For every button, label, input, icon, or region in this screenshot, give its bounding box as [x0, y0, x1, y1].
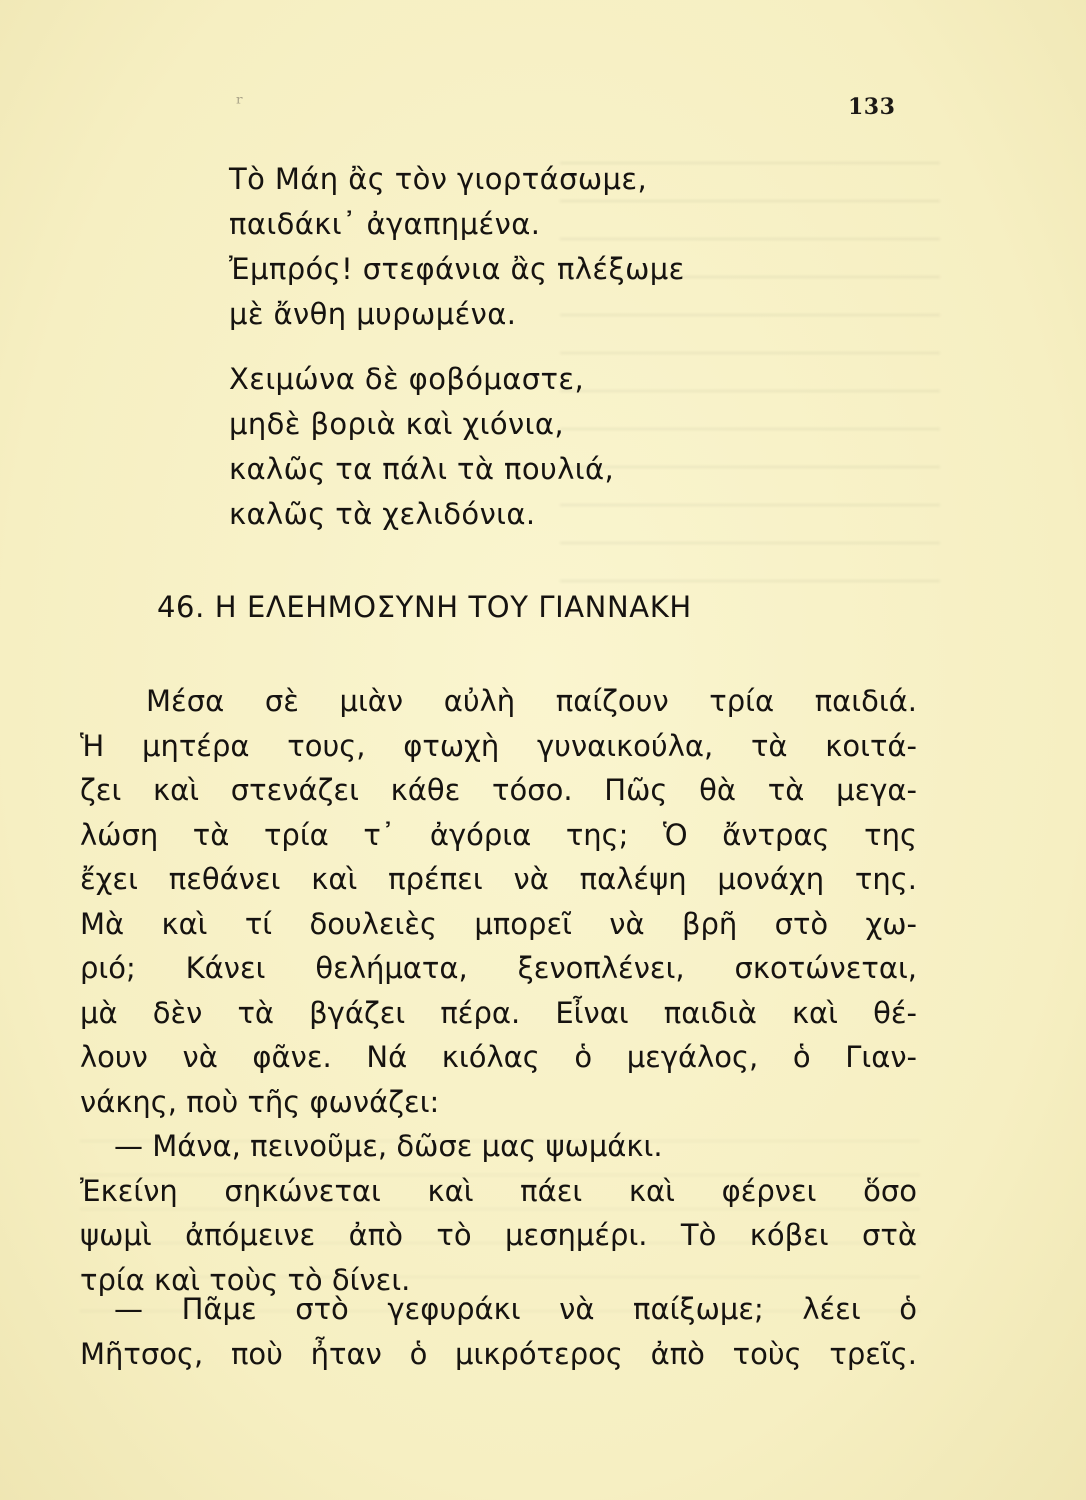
prose-line: Ἡ μητέρα τους, φτωχὴ γυναικούλα, τὰ κοιτά-: [80, 728, 917, 763]
prose-line: λώση τὰ τρία τ᾽ ἀγόρια της; Ὁ ἄντρας της: [80, 817, 917, 852]
poem-line: μὲ ἄνθη μυρωμένα.: [229, 297, 517, 331]
prose-line: τρία καὶ τοὺς τὸ δίνει.: [80, 1262, 411, 1297]
prose-line: Μὰ καὶ τί δουλειὲς μπορεῖ νὰ βρῆ στὸ χω-: [80, 906, 917, 941]
poem-stanza: [229, 357, 614, 537]
dialogue-line: — Πᾶμε στὸ γεφυράκι νὰ παίξωμε; λέει ὁ: [114, 1292, 917, 1326]
poem-line: Τὸ Μάη ἂς τὸν γιορτάσωμε,: [229, 162, 648, 196]
prose-line: Μῆτσος, ποὺ ἦταν ὁ μικρότερος ἀπὸ τοὺς τρεῖς.: [80, 1336, 917, 1371]
prose-paragraph: [80, 1287, 917, 1376]
page-corner-mark: ʳ: [236, 92, 244, 117]
prose-line: νάκης, ποὺ τῆς φωνάζει:: [80, 1084, 440, 1119]
section-heading: 46. Η ΕΛΕΗΜΟΣΥΝΗ ΤΟΥ ΓΙΑΝΝΑΚΗ: [157, 590, 692, 624]
prose-line: ριό; Κάνει θελήματα, ξενοπλένει, σκοτώνεται,: [80, 951, 917, 985]
poem-line: καλῶς τὰ χελιδόνια.: [229, 497, 536, 531]
poem-line: καλῶς τα πάλι τὰ πουλιά,: [229, 452, 615, 486]
prose-paragraph: [80, 679, 917, 1302]
poem-line: Χειμώνα δὲ φοβόμαστε,: [229, 362, 585, 396]
poem-line: παιδάκι᾽ ἀγαπημένα.: [229, 207, 541, 241]
poem-line: Ἐμπρός! στεφάνια ἂς πλέξωμε: [229, 252, 685, 286]
poem-line: μηδὲ βοριὰ καὶ χιόνια,: [229, 407, 564, 441]
prose-line: ψωμὶ ἀπόμεινε ἀπὸ τὸ μεσημέρι. Τὸ κόβει στὰ: [80, 1218, 917, 1252]
prose-line: μὰ δὲν τὰ βγάζει πέρα. Εἶναι παιδιὰ καὶ θέ-: [80, 995, 917, 1030]
prose-line: Μέσα σὲ μιὰν αὐλὴ παίζουν τρία παιδιά.: [146, 684, 917, 718]
prose-line: ἔχει πεθάνει καὶ πρέπει νὰ παλέψη μονάχη της.: [80, 862, 917, 896]
page-number: 133: [848, 94, 896, 120]
prose-line: Ἐκείνη σηκώνεται καὶ πάει καὶ φέρνει ὅσο: [80, 1173, 917, 1208]
prose-line: ζει καὶ στενάζει κάθε τόσο. Πῶς θὰ τὰ μεγα-: [80, 773, 917, 807]
poem-stanza: [229, 157, 685, 337]
prose-line: λουν νὰ φᾶνε. Νά κιόλας ὁ μεγάλος, ὁ Γιαν-: [80, 1040, 917, 1074]
dialogue-line: — Μάνα, πεινοῦμε, δῶσε μας ψωμάκι.: [114, 1129, 663, 1163]
